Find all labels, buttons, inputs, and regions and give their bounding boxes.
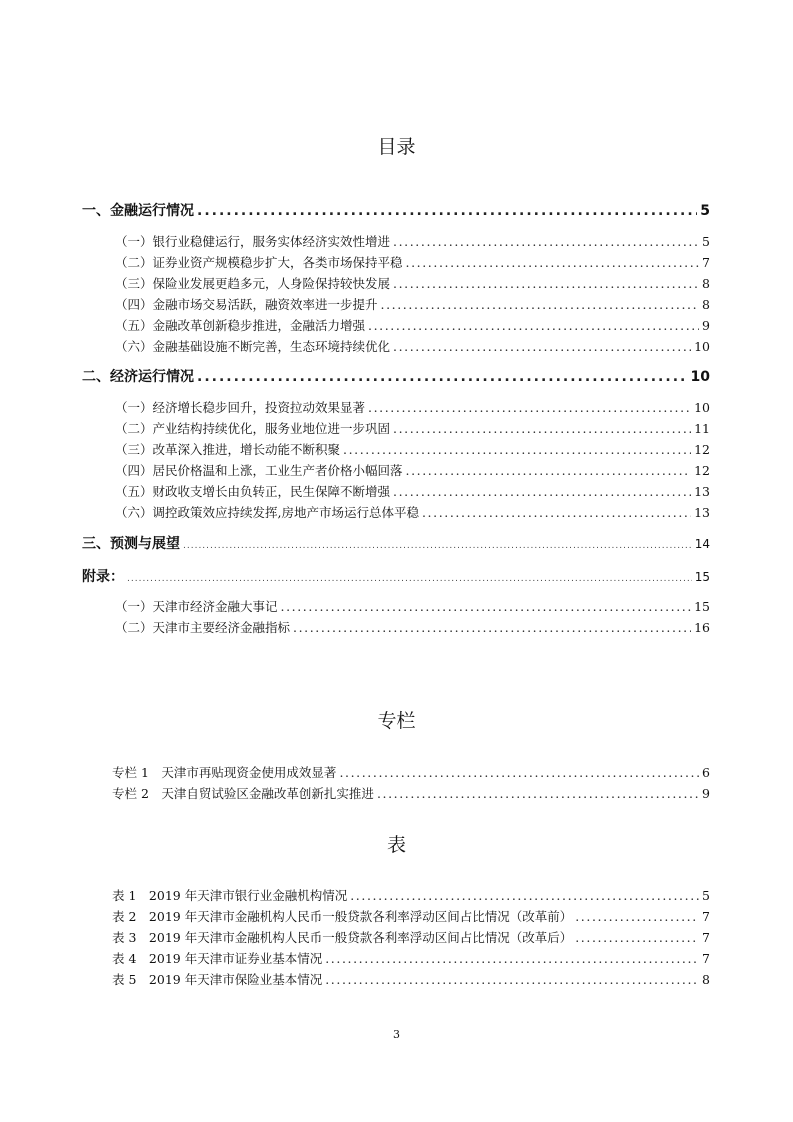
toc-entry-label: （六）调控政策效应持续发挥,房地产市场运行总体平稳 [115, 505, 419, 520]
dot-leader [393, 339, 691, 354]
toc-entry-link[interactable] [115, 398, 710, 416]
toc-entry-page: 12 [694, 442, 710, 457]
dot-leader [343, 442, 691, 457]
toc-entry-page: 8 [702, 297, 710, 312]
toc-entry-page: 5 [702, 234, 710, 249]
table-entry-link[interactable] [112, 907, 710, 925]
toc-section-link[interactable] [82, 366, 710, 386]
toc-entry-page: 10 [694, 400, 710, 415]
table-entry-page: 7 [702, 909, 710, 924]
column-entry-link[interactable] [112, 784, 710, 802]
toc-entry-page: 8 [702, 276, 710, 291]
toc-section-link[interactable] [82, 566, 710, 586]
table-entry-label: 表 4 2019 年天津市证券业基本情况 [112, 951, 323, 966]
toc-section-label: 一、金融运行情况 [82, 203, 194, 219]
toc-entry-label: （五）财政收支增长由负转正，民生保障不断增强 [115, 484, 391, 499]
toc-section-label: 附录： [82, 569, 124, 585]
toc-section-page: 15 [694, 570, 710, 584]
dot-leader [183, 541, 692, 551]
toc-section-page: 5 [700, 203, 710, 219]
toc-entry-page: 15 [694, 599, 710, 614]
column-entry-page: 9 [702, 786, 710, 801]
toc-section-link[interactable] [82, 533, 710, 553]
dot-leader [325, 951, 699, 966]
toc-entry-page: 13 [694, 505, 710, 520]
toc-section-page: 10 [690, 369, 710, 385]
table-entry-label: 表 3 2019 年天津市金融机构人民币一般贷款各利率浮动区间占比情况（改革后） [112, 930, 573, 945]
dot-leader [339, 765, 699, 780]
dot-leader [575, 909, 699, 924]
table-entry-link[interactable] [112, 928, 710, 946]
toc-section-label: 三、预测与展望 [82, 536, 180, 552]
column-entry-page: 6 [702, 765, 710, 780]
column-entry-label: 专栏 1 天津市再贴现资金使用成效显著 [112, 765, 337, 780]
toc-entry-page: 16 [694, 620, 710, 635]
tables-title: 表 [386, 834, 406, 856]
dot-leader [293, 620, 691, 635]
toc-entry-link[interactable] [115, 253, 710, 271]
toc-entry-page: 11 [694, 421, 710, 436]
toc-entry-link[interactable] [115, 295, 710, 313]
toc-entry-page: 13 [694, 484, 710, 499]
toc-entry-link[interactable] [115, 482, 710, 500]
toc-title: 目录 [377, 136, 416, 158]
table-entry-page: 5 [702, 888, 710, 903]
toc-entry-page: 7 [702, 255, 710, 270]
dot-leader [406, 255, 700, 270]
dot-leader [575, 930, 699, 945]
columns-title: 专栏 [377, 710, 416, 732]
dot-leader [422, 505, 691, 520]
table-entry-label: 表 2 2019 年天津市金融机构人民币一般贷款各利率浮动区间占比情况（改革前） [112, 909, 573, 924]
toc-entry-label: （二）产业结构持续优化，服务业地位进一步巩固 [115, 421, 391, 436]
table-entry-link[interactable] [112, 970, 710, 988]
dot-leader [281, 599, 692, 614]
toc-entry-label: （四）金融市场交易活跃，融资效率进一步提升 [115, 297, 378, 312]
toc-entry-link[interactable] [115, 461, 710, 479]
column-entry-label: 专栏 2 天津自贸试验区金融改革创新扎实推进 [112, 786, 374, 801]
toc-entry-link[interactable] [115, 419, 710, 437]
toc-entry-label: （二）证券业资产规模稳步扩大，各类市场保持平稳 [115, 255, 403, 270]
toc-entry-page: 10 [694, 339, 710, 354]
toc-entry-link[interactable] [115, 232, 710, 250]
toc-entry-label: （三）保险业发展更趋多元，人身险保持较快发展 [115, 276, 391, 291]
dot-leader [381, 297, 700, 312]
table-entry-page: 7 [702, 930, 710, 945]
table-entry-page: 8 [702, 972, 710, 987]
toc-entry-label: （三）改革深入推进，增长动能不断积聚 [115, 442, 341, 457]
toc-entry-label: （五）金融改革创新稳步推进，金融活力增强 [115, 318, 366, 333]
dot-leader [127, 574, 692, 584]
column-entry-link[interactable] [112, 763, 710, 781]
table-entry-link[interactable] [112, 886, 710, 904]
toc-entry-page: 12 [694, 463, 710, 478]
toc-entry-link[interactable] [115, 274, 710, 292]
toc-entry-label: （一）经济增长稳步回升，投资拉动效果显著 [115, 400, 366, 415]
toc-entry-link[interactable] [115, 597, 710, 615]
dot-leader [406, 463, 692, 478]
dot-leader [325, 972, 699, 987]
toc-entry-label: （二）天津市主要经济金融指标 [115, 620, 291, 635]
toc-section-page: 14 [694, 537, 710, 551]
toc-entry-page: 9 [702, 318, 710, 333]
dot-leader [197, 369, 688, 385]
table-entry-page: 7 [702, 951, 710, 966]
dot-leader [368, 400, 691, 415]
toc-entry-label: （一）天津市经济金融大事记 [115, 599, 278, 614]
table-entry-label: 表 5 2019 年天津市保险业基本情况 [112, 972, 323, 987]
toc-entry-link[interactable] [115, 337, 710, 355]
toc-section-link[interactable] [82, 200, 710, 220]
toc-entry-link[interactable] [115, 316, 710, 334]
dot-leader [393, 276, 699, 291]
dot-leader [377, 786, 699, 801]
table-entry-label: 表 1 2019 年天津市银行业金融机构情况 [112, 888, 348, 903]
table-entry-link[interactable] [112, 949, 710, 967]
dot-leader [197, 203, 697, 219]
dot-leader [350, 888, 699, 903]
toc-entry-label: （一）银行业稳健运行，服务实体经济实效性增进 [115, 234, 391, 249]
dot-leader [393, 421, 691, 436]
dot-leader [368, 318, 699, 333]
toc-entry-label: （六）金融基础设施不断完善，生态环境持续优化 [115, 339, 391, 354]
toc-entry-label: （四）居民价格温和上涨，工业生产者价格小幅回落 [115, 463, 403, 478]
dot-leader [393, 234, 699, 249]
dot-leader [393, 484, 691, 499]
toc-section-label: 二、经济运行情况 [82, 369, 194, 385]
toc-entry-link[interactable] [115, 503, 710, 521]
page-number: 3 [393, 1028, 400, 1041]
toc-entry-link[interactable] [115, 618, 710, 636]
toc-entry-link[interactable] [115, 440, 710, 458]
